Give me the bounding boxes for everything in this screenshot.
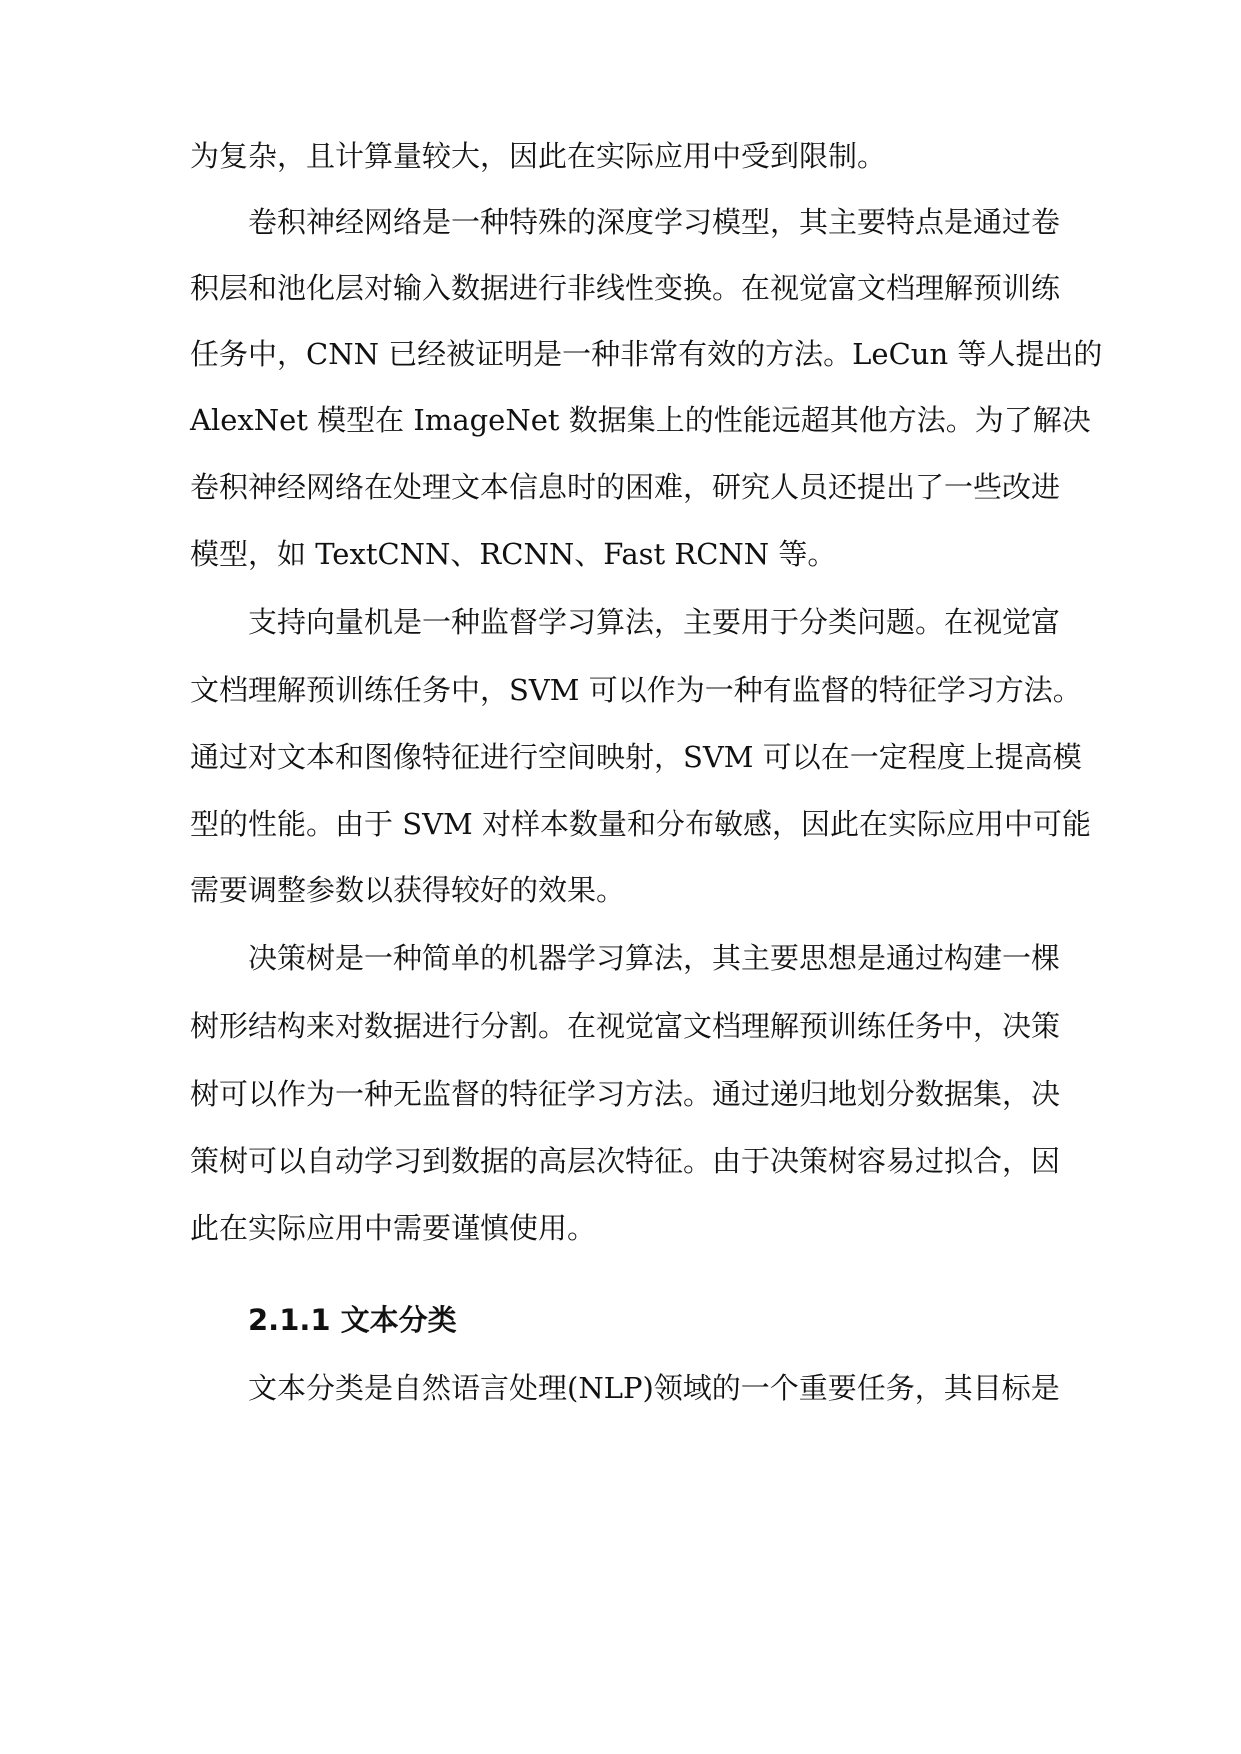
text-line: AlexNet 模型在 ImageNet 数据集上的性能远超其他方法。为了解决 [190, 403, 1091, 437]
text-line: 需要调整参数以获得较好的效果。 [190, 873, 626, 907]
text-line: 支持向量机是一种监督学习算法，主要用于分类问题。在视觉富 [248, 605, 1061, 639]
text-line: 通过对文本和图像特征进行空间映射，SVM 可以在一定程度上提高模 [190, 740, 1082, 774]
section-heading: 2.1.1 文本分类 [248, 1303, 457, 1337]
text-line: 型的性能。由于 SVM 对样本数量和分布敏感，因此在实际应用中可能 [190, 807, 1091, 841]
text-line: 决策树是一种简单的机器学习算法，其主要思想是通过构建一棵 [248, 941, 1061, 975]
text-line: 树形结构来对数据进行分割。在视觉富文档理解预训练任务中，决策 [190, 1009, 1061, 1043]
text-line: 模型，如 TextCNN、RCNN、Fast RCNN 等。 [190, 537, 837, 571]
text-line: 树可以作为一种无监督的特征学习方法。通过递归地划分数据集，决 [190, 1077, 1061, 1111]
text-line: 此在实际应用中需要谨慎使用。 [190, 1211, 597, 1245]
text-line: 卷积神经网络在处理文本信息时的困难，研究人员还提出了一些改进 [190, 470, 1061, 504]
text-line: 文本分类是自然语言处理(NLP)领域的一个重要任务，其目标是 [248, 1371, 1060, 1405]
text-line: 策树可以自动学习到数据的高层次特征。由于决策树容易过拟合，因 [190, 1144, 1061, 1178]
text-line: 任务中，CNN 已经被证明是一种非常有效的方法。LeCun 等人提出的 [190, 337, 1103, 371]
text-line: 卷积神经网络是一种特殊的深度学习模型，其主要特点是通过卷 [248, 205, 1061, 239]
text-line: 为复杂，且计算量较大，因此在实际应用中受到限制。 [190, 139, 887, 173]
text-line: 积层和池化层对输入数据进行非线性变换。在视觉富文档理解预训练 [190, 271, 1061, 305]
text-line: 文档理解预训练任务中，SVM 可以作为一种有监督的特征学习方法。 [190, 673, 1082, 707]
